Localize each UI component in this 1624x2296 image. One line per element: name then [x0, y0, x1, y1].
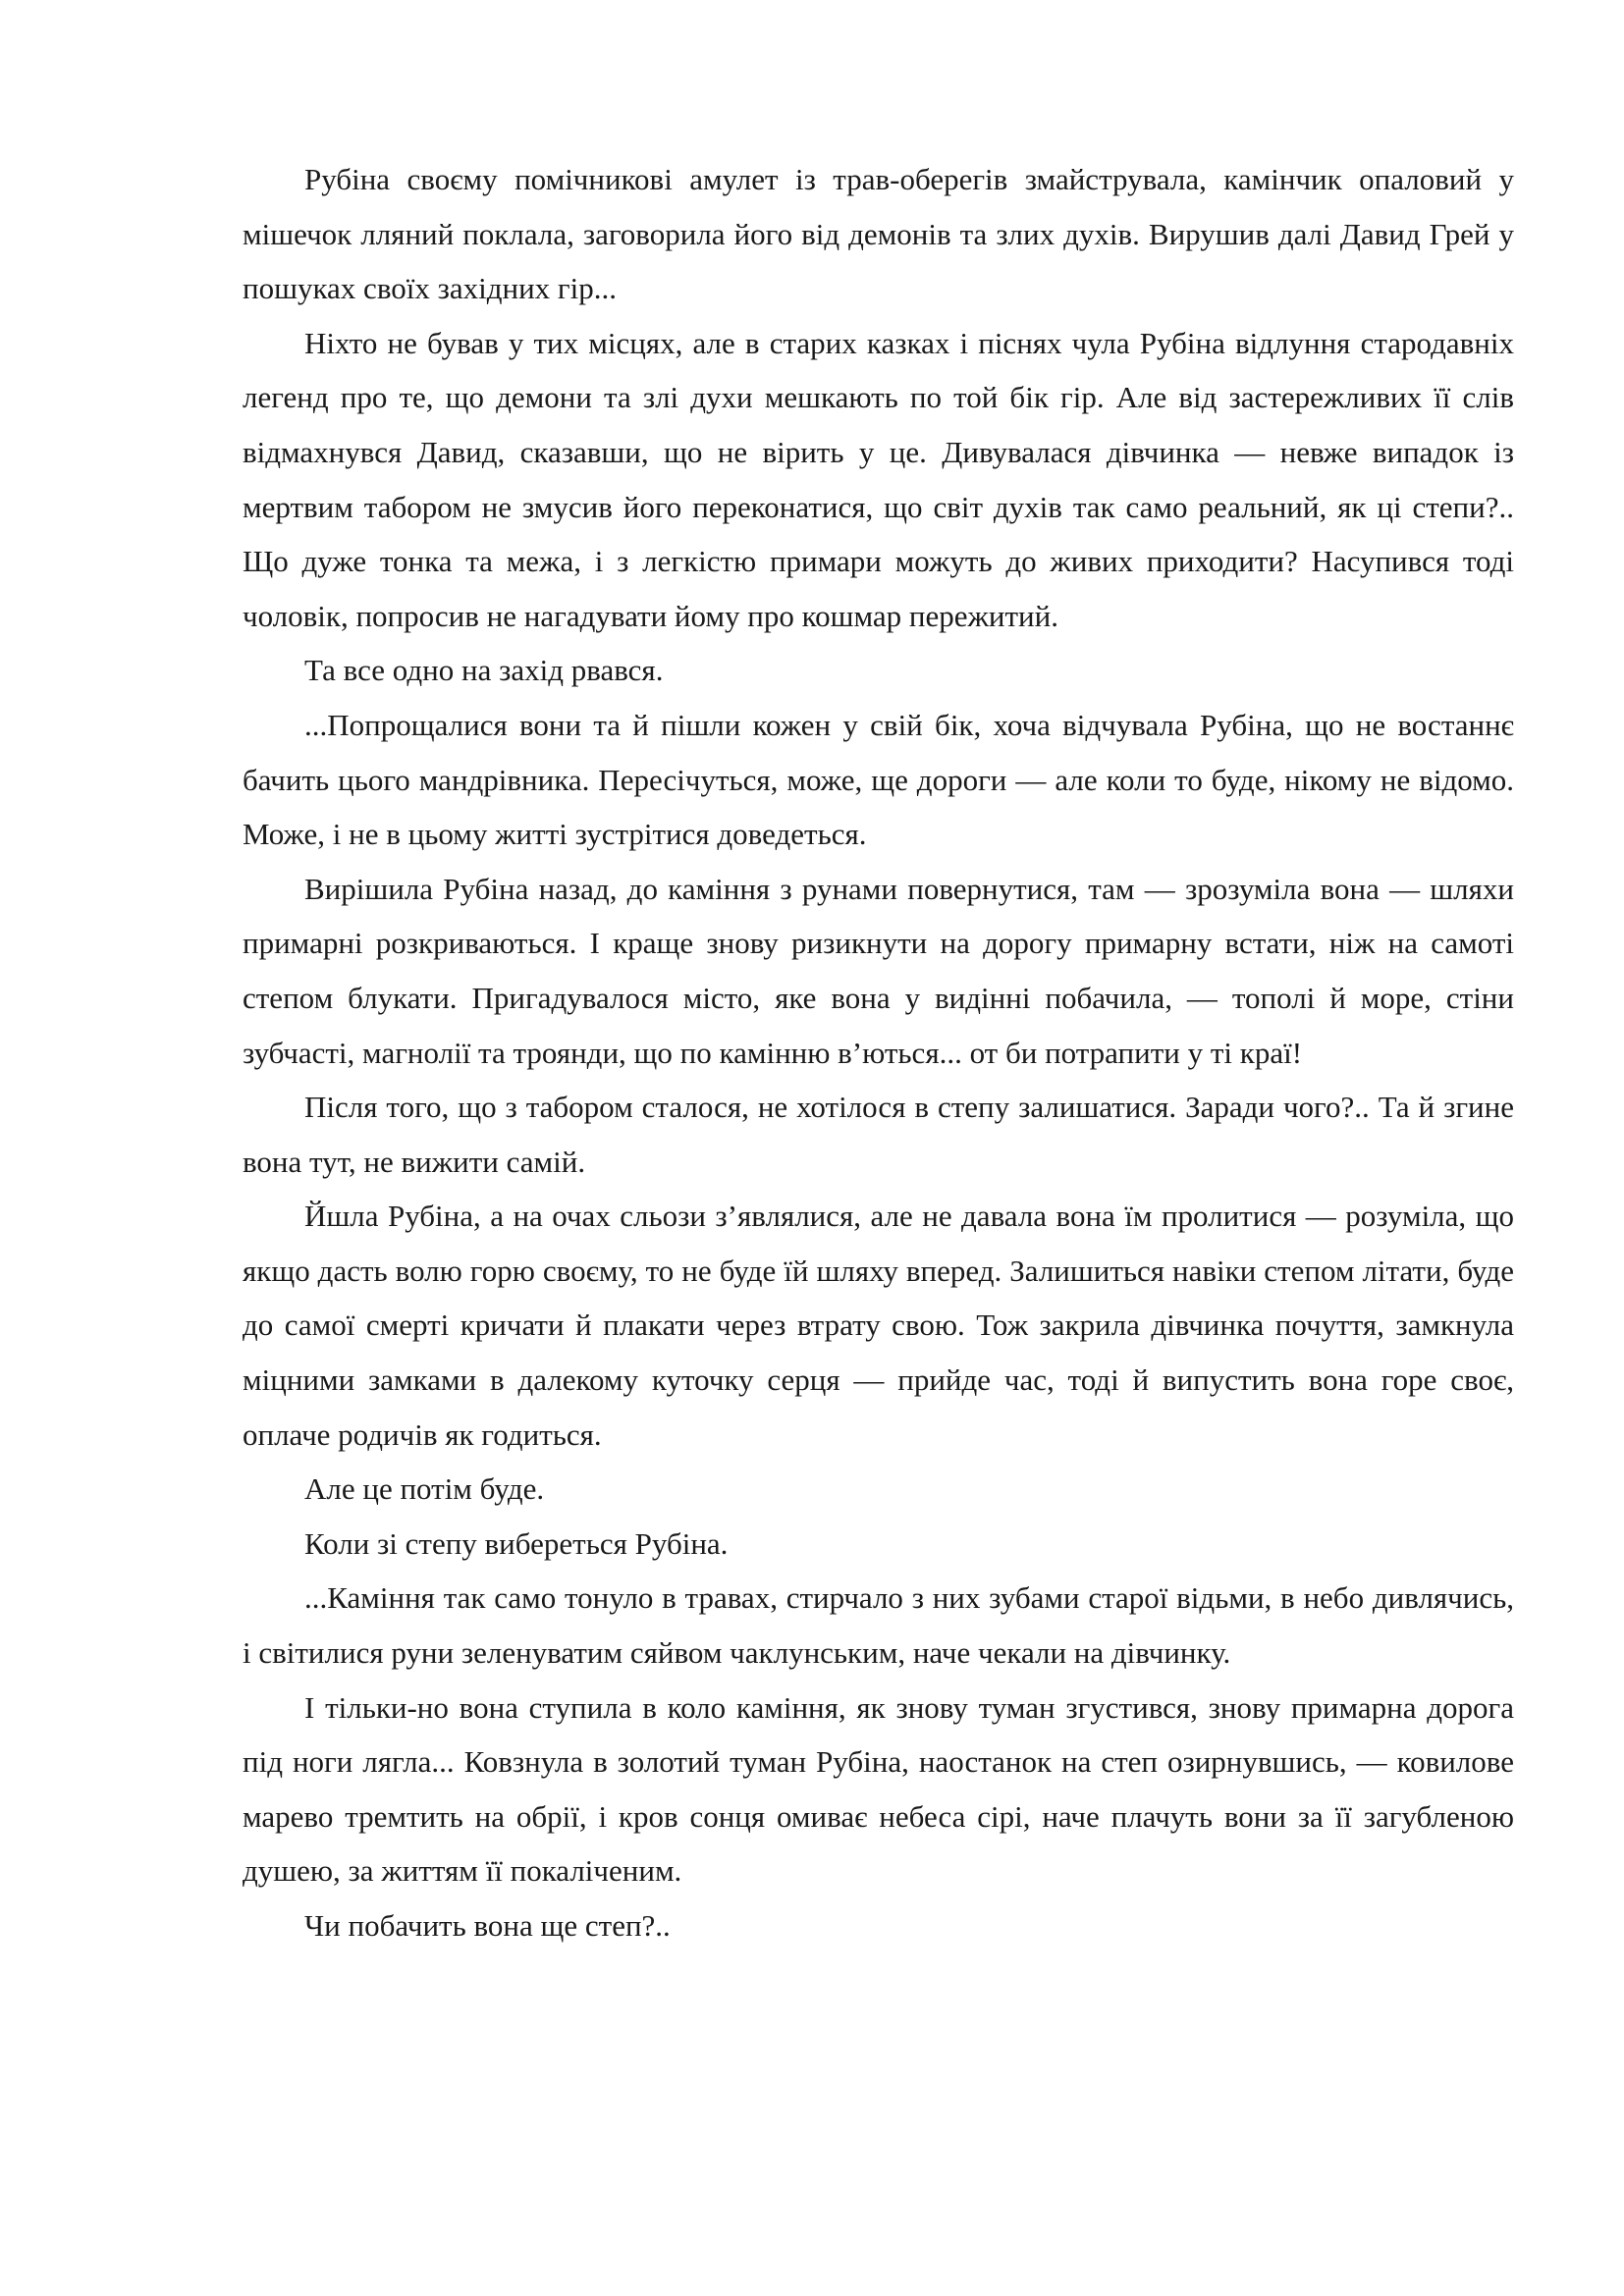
- paragraph: Чи побачить вона ще степ?..: [304, 1908, 671, 1943]
- paragraph: Коли зі степу вибереться Рубіна.: [304, 1525, 729, 1561]
- paragraph: Вирішила Рубіна назад, до каміння з рунами повернутися, там — зрозуміла вона — шляхи примарні розкриваються. І краще знову ризикнути на дорогу примарну встати, ніж на самоті степом блукати. Пригадувалося місто, яке вона у видінні побачила, — тополі й море, стіни зубчасті, магнолії та троянди, що по камінню в’ються... от би потрапити у ті краї!: [243, 871, 1514, 1070]
- paragraph: Після того, що з табором сталося, не хотілося в степу залишатися. Заради чого?.. Та й згине вона тут, не вижити самій.: [243, 1090, 1514, 1179]
- paragraph: ...Каміння так само тонуло в травах, стирчало з них зубами старої відьми, в небо дивлячись, і світилися руни зеленуватим сяйвом чаклунським, наче чекали на дівчинку.: [243, 1580, 1514, 1671]
- paragraph: ...Попрощалися вони та й пішли кожен у свій бік, хоча відчувала Рубіна, що не востаннє бачить цього мандрівника. Пересічуться, може, ще дороги — але коли то буде, нікому не відомо. Може, і не в цьому житті зустрітися доведеться.: [243, 707, 1514, 852]
- paragraph: Рубіна своєму помічникові амулет із трав-оберегів змайструвала, камінчик опаловий у мішечок лляний поклала, заговорила його від демонів та злих духів. Вирушив далі Давид Грей у пошуках своїх західних гір...: [243, 162, 1514, 306]
- paragraph: Йшла Рубіна, а на очах сльози з’являлися, але не давала вона їм пролитися — розуміла, що якщо дасть волю горю своєму, то не буде їй шляху вперед. Залишиться навіки степом літати, буде до самої смерті кричати й плакати через втрату свою. Тож закрила дівчинка почуття, замкнула міцними замками в далекому куточку серця — прийде час, тоді й випустить вона горе своє, оплаче родичів як годиться.: [243, 1199, 1514, 1452]
- paragraph: Ніхто не бував у тих місцях, але в старих казках і піснях чула Рубіна відлуння стародавніх легенд про те, що демони та злі духи мешкають по той бік гір. Але від застережливих її слів відмахнувся Давид, сказавши, що не вірить у це. Дивувалася дівчинка — невже випадок із мертвим табором не змусив його переконатися, що світ духів так само реальний, як ці степи?.. Що дуже тонка та межа, і з легкістю примари можуть до живих приходити? Насупився тоді чоловік, попросив не нагадувати йому про кошмар пережитий.: [243, 325, 1514, 633]
- paragraph: Але це потім буде.: [304, 1471, 545, 1507]
- paragraph: Та все одно на захід рвався.: [304, 653, 664, 688]
- text-body: [243, 152, 1514, 1953]
- paragraph: І тільки-но вона ступила в коло каміння, як знову туман згустився, знову примарна дорога під ноги лягла... Ковзнула в золотий туман Рубіна, наостанок на степ озирнувшись, — ковилове марево тремтить на обрії, і кров сонця омиває небеса сірі, наче плачуть вони за її загубленою душею, за життям її покаліченим.: [243, 1689, 1514, 1889]
